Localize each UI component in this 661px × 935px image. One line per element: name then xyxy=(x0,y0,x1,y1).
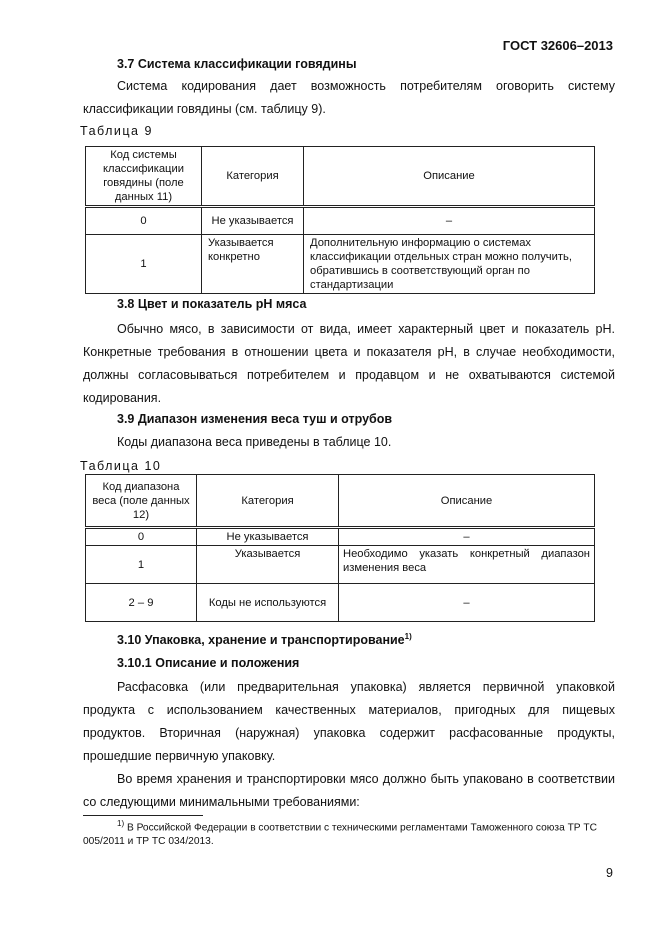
table-cell: 0 xyxy=(86,207,202,235)
section-3-8-paragraph: Обычно мясо, в зависимости от вида, имеет характерный цвет и показатель pH. Конкретные требования в отношении цвета и показателя pH, в случае необходимости, должны согласовываться потребителем и продавцом и не охватываются системой кодирования. xyxy=(83,322,615,405)
table-cell: – xyxy=(304,207,595,235)
table-10-header-description: Описание xyxy=(339,475,595,528)
table-cell: Указывается xyxy=(197,546,339,584)
table-row xyxy=(86,235,595,294)
table-cell: 1 xyxy=(86,546,197,584)
table-cell: Коды не используются xyxy=(197,584,339,622)
page-number: 9 xyxy=(606,866,613,880)
table-cell: Не указывается xyxy=(202,207,304,235)
table-row xyxy=(86,528,595,546)
table-10-header-code: Код диапазона веса (поле данных 12) xyxy=(86,475,197,528)
section-3-10-1-paragraph-1: Расфасовка (или предварительная упаковка) является первичной упаковкой продукта с использованием качественных материалов, пригодных для пищевых продуктов. Вторичная (наружная) упаковка содержит расфасованные продукты, прошедшие первичную упаковку. xyxy=(83,680,615,763)
table-row xyxy=(86,546,595,584)
table-10-header-category: Категория xyxy=(197,475,339,528)
table-cell: 0 xyxy=(86,528,197,546)
footnote-ref: 1) xyxy=(404,632,412,641)
table-9-caption: Таблица 9 xyxy=(80,124,153,138)
table-cell: Необходимо указать конкретный диапазон изменения веса xyxy=(339,546,595,584)
table-cell: Не указывается xyxy=(197,528,339,546)
table-10-caption: Таблица 10 xyxy=(80,459,162,473)
table-cell: Дополнительную информацию о системах классификации отдельных стран можно получить, обратившись в соответствующий орган по стандартизации xyxy=(304,235,595,294)
section-3-9-paragraph: Коды диапазона веса приведены в таблице 10. xyxy=(117,435,392,449)
table-9-header-category: Категория xyxy=(202,147,304,207)
table-9-header-description: Описание xyxy=(304,147,595,207)
section-3-7-paragraph: Система кодирования дает возможность потребителям оговорить систему классификации говядины (см. таблицу 9). xyxy=(83,79,615,116)
table-row xyxy=(86,207,595,235)
table-cell: 2 – 9 xyxy=(86,584,197,622)
table-cell: – xyxy=(339,584,595,622)
section-3-10-heading: 3.10 Упаковка, хранение и транспортирование$^{1)}$ xyxy=(117,632,412,648)
section-3-10-1-heading: 3.10.1 Описание и положения xyxy=(117,656,300,670)
section-3-9-heading: 3.9 Диапазон изменения веса туш и отрубов xyxy=(117,412,393,426)
table-10 xyxy=(85,474,595,622)
footnote: $^{1)}$ В Российской Федерации в соответствии с техническими регламентами Таможенного союза ТР ТС 005/2011 и ТР ТС 034/2013. xyxy=(83,819,597,848)
footnote-divider xyxy=(83,815,203,816)
standard-number: ГОСТ 32606–2013 xyxy=(502,38,613,53)
section-3-7-heading: 3.7 Система классификации говядины xyxy=(117,57,357,71)
section-3-10-1-paragraph-2: Во время хранения и транспортировки мясо должно быть упаковано в соответствии со следующими минимальными требованиями: xyxy=(83,772,615,809)
table-cell: Указывается конкретно xyxy=(202,235,304,294)
table-9 xyxy=(85,146,595,294)
section-3-8-heading: 3.8 Цвет и показатель pH мяса xyxy=(117,297,307,311)
table-row xyxy=(86,584,595,622)
table-cell: 1 xyxy=(86,235,202,294)
table-cell: – xyxy=(339,528,595,546)
table-9-header-code: Код системы классификации говядины (поле данных 11) xyxy=(86,147,202,207)
